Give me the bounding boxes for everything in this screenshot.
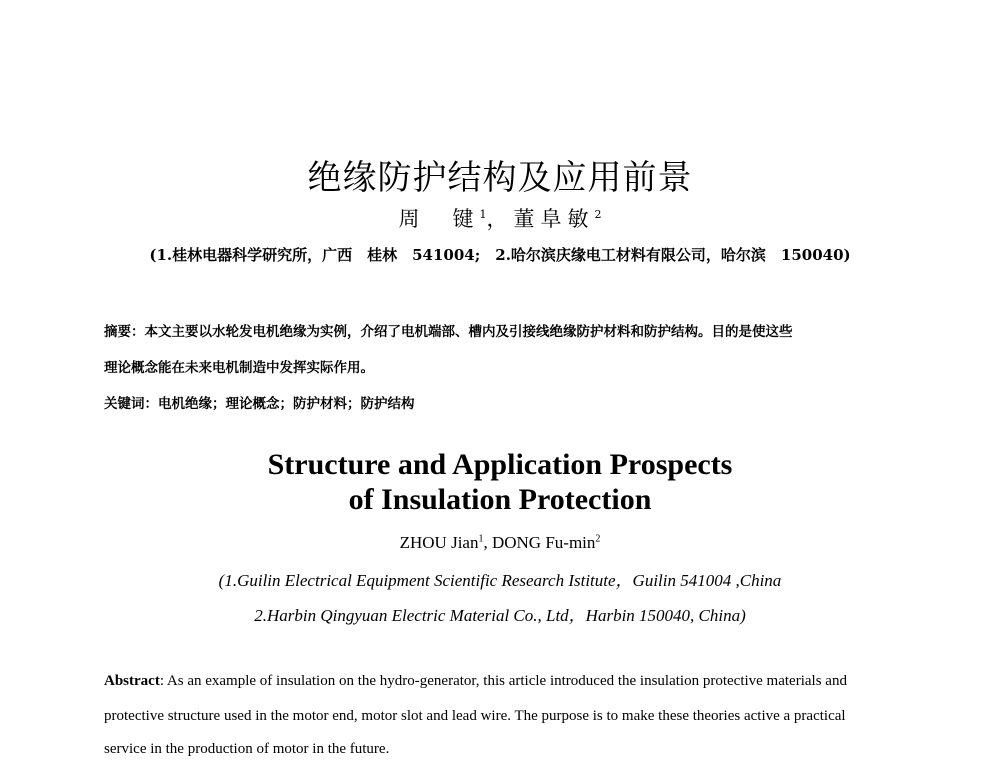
english-abstract-line-3: service in the production of motor in the future. [104,741,390,757]
chinese-author-2: 董阜敏 [513,207,595,231]
chinese-author-separator: ， [486,207,514,231]
english-abstract-line-2: protective structure used in the motor end, motor slot and lead wire. The purpose is to make these theories active a practical [104,708,846,724]
chinese-title: 绝缘防护结构及应用前景 [307,158,693,198]
chinese-affiliation: (1.桂林电器科学研究所，广西 桂林 541004; 2.哈尔滨庆缘电工材料有限公司，哈尔滨 150040) [149,246,851,264]
english-title-line-1: Structure and Application Prospects [267,448,733,481]
english-author-2-sup: 2 [595,533,601,545]
chinese-keywords-label: 关键词： [104,396,158,412]
english-abstract-text-1: : As an example of insulation on the hydro-generator, this article introduced the insulation protective materials and [159,673,847,689]
chinese-author-1: 周 键 [398,207,480,231]
chinese-authors [0,203,1000,233]
english-author-1-sup: 1 [478,533,484,545]
chinese-keywords-text: 电机绝缘；理论概念；防护材料；防护结构 [158,396,415,412]
chinese-keywords [104,392,904,412]
english-authors [0,533,1000,553]
english-title-line-2: of Insulation Protection [348,483,652,516]
chinese-abstract-text-1: 本文主要以水轮发电机绝缘为实例，介绍了电机端部、槽内及引接线绝缘防护材料和防护结构。目的是使这些 [144,324,793,340]
english-affiliation-line-1: (1.Guilin Electrical Equipment Scientific Research Istitute，Guilin 541004 ,China [218,571,782,590]
english-author-separator: , [483,533,492,552]
english-author-1: ZHOU Jian [399,533,479,552]
chinese-abstract-line-1 [104,320,904,340]
chinese-author-2-sup: 2 [594,208,602,221]
english-abstract-line-1 [104,673,904,690]
english-affiliation-line-2: 2.Harbin Qingyuan Electric Material Co., Ltd，Harbin 150040, China) [254,606,746,625]
chinese-abstract-label: 摘要： [104,324,145,340]
chinese-author-1-sup: 1 [479,208,487,221]
chinese-abstract-line-2: 理论概念能在未来电机制造中发挥实际作用。 [104,360,374,376]
english-author-2: DONG Fu-min [491,533,596,552]
english-abstract-label: Abstract [104,673,160,689]
